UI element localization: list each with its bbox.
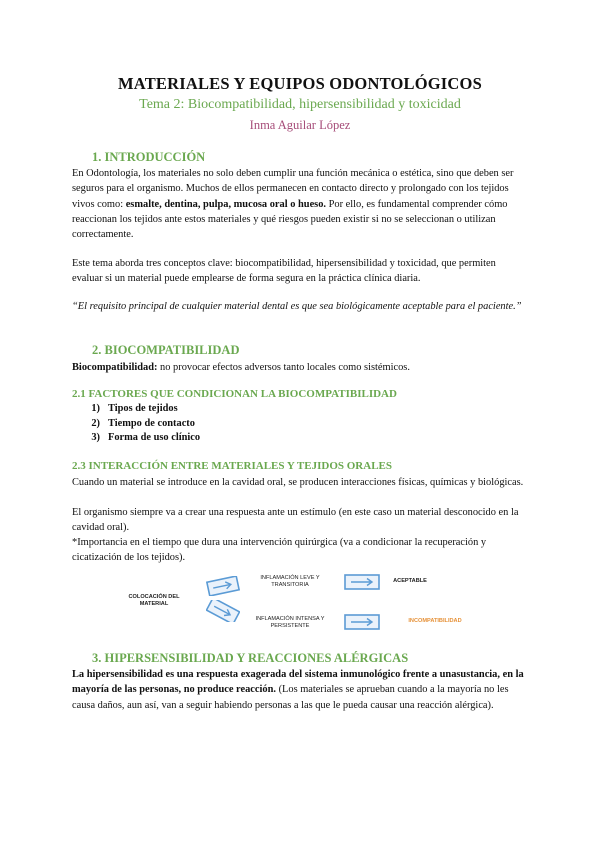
incompatibility-result: INCOMPATIBILIDAD (408, 618, 462, 624)
response-paragraph: El organismo siempre va a crear una respuesta ante un estímulo (en este caso un material desconocido en la cavidad oral). (72, 507, 519, 534)
subsection-2-1-heading: 2.1 FACTORES QUE CONDICIONAN LA BIOCOMPATIBILIDAD (72, 388, 397, 400)
document-author: Inma Aguilar López (249, 118, 351, 132)
intro-text-end: Por ello, es fundamental comprender cómo reaccionan los tejidos ante estos materiales y qué riesgos pueden existir si no se seleccionan o utilizan correctamente. (72, 198, 508, 241)
diagram-source-label: COLOCACIÓN DEL MATERIAL (128, 594, 180, 607)
subsection-2-3-heading: 2.3 INTERACCIÓN ENTRE MATERIALES Y TEJIDOS ORALES (72, 460, 392, 472)
intense-inflammation-label: INFLAMACIÓN INTENSA Y PERSISTENTE (255, 616, 325, 629)
acceptable-result: ACEPTABLE (393, 578, 427, 584)
diagonal-arrow-up-icon (206, 576, 240, 596)
intro-tissues-bold: esmalte, dentina, pulpa, mucosa oral o hueso. (125, 198, 327, 210)
list-item: 2) Tiempo de contacto (91, 417, 195, 429)
document-subtitle: Tema 2: Biocompatibilidad, hipersensibilidad y toxicidad (139, 97, 461, 112)
arrow-right-icon (344, 574, 380, 590)
document-title: MATERIALES Y EQUIPOS ODONTOLÓGICOS (118, 74, 482, 93)
intro-text-start: En Odontología, los materiales no solo deben cumplir una función mecánica o estética, sino que deben ser seguros para el organismo. Muchos de ellos permanecen en contacto directo y prolongado con los tejidos vivos como: (72, 168, 514, 210)
biocompat-definition (72, 360, 528, 375)
list-item: 1) Tipos de tejidos (91, 403, 178, 414)
surgery-note-paragraph: *Importancia en el tiempo que dura una intervención quirúrgica (va a condicionar la recuperación y cicatización de los tejidos). (72, 537, 487, 564)
diagonal-arrow-down-icon (206, 600, 240, 622)
section-1-heading: 1. INTRODUCCIÓN (92, 150, 206, 164)
quote-paragraph: “El requisito principal de cualquier material dental es que sea biológicamente aceptable para el paciente.” (72, 301, 522, 312)
hypersensitivity-definition: La hipersensibilidad es una respuesta exagerada del sistema inmunológico frente a unasustancia, en la mayoría de las personas, no produce reacción. (72, 669, 524, 696)
list-item: 3) Forma de uso clínico (91, 432, 201, 443)
definition-term: Biocompatibilidad: (72, 362, 158, 373)
mild-inflammation-label: INFLAMACIÓN LEVE Y TRANSITORIA (260, 575, 320, 588)
intro-paragraph (72, 166, 528, 242)
concepts-paragraph: Este tema aborda tres conceptos clave: biocompatibilidad, hipersensibilidad y toxicidad, que permiten evaluar si un material puede emplearse de forma segura en la práctica clínica diaria. (72, 258, 496, 285)
arrow-right-icon (344, 614, 380, 630)
hypersensitivity-note: (Los materiales se aprueban cuando a la mayoría no les causa daños, aun así, van a seguir habiendo personas a las que le pueda causar una reacción alérgica). (72, 684, 509, 711)
hypersensitivity-paragraph (72, 667, 528, 713)
section-3-heading: 3. HIPERSENSIBILIDAD Y REACCIONES ALÉRGICAS (92, 651, 409, 665)
interaction-paragraph: Cuando un material se introduce en la cavidad oral, se producen interacciones físicas, químicas y biológicas. (72, 477, 524, 488)
definition-text: no provocar efectos adversos tanto locales como sistémicos. (157, 362, 410, 373)
factors-list (72, 402, 200, 446)
section-2-heading: 2. BIOCOMPATIBILIDAD (92, 343, 240, 357)
